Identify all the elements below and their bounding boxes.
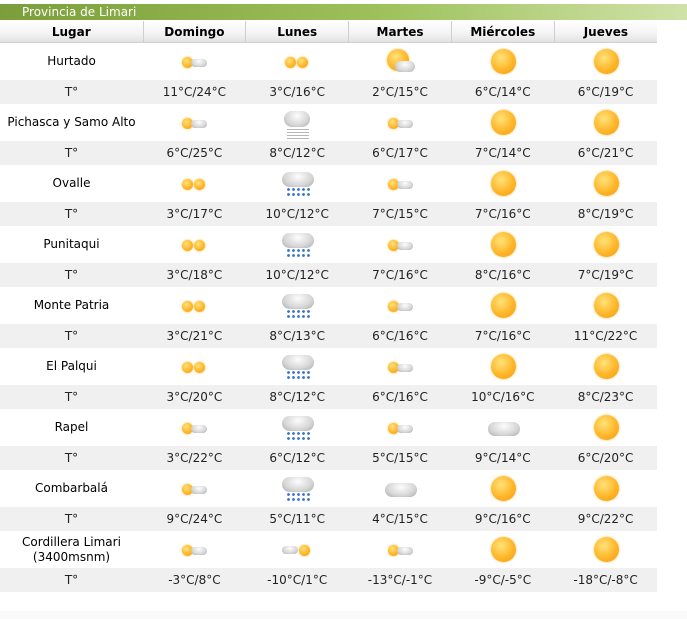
sun-cloud-icon <box>176 107 212 139</box>
forecast-icon-cell <box>349 531 452 568</box>
sun-icon <box>485 107 521 139</box>
temperature-label: T° <box>0 141 143 165</box>
sun-icon <box>485 229 521 261</box>
temperature-range: 8°C/12°C <box>246 385 349 409</box>
header-miercoles: Miércoles <box>451 21 554 43</box>
sun-icon <box>588 229 624 261</box>
forecast-icon-cell <box>349 43 452 81</box>
temperature-label: T° <box>0 263 143 287</box>
temperature-label: T° <box>0 80 143 104</box>
sun-cloud-icon <box>382 229 418 261</box>
sun-icon <box>588 412 624 444</box>
sun-cloud-icon <box>176 534 212 566</box>
forecast-icon-cell <box>554 165 657 202</box>
forecast-icon-cell <box>246 226 349 263</box>
location-name <box>0 531 143 568</box>
forecast-icon-cell <box>349 409 452 446</box>
temperature-range: 7°C/19°C <box>554 263 657 287</box>
location-row <box>0 226 657 263</box>
temperature-range: 2°C/15°C <box>349 80 452 104</box>
sun-cloud-icon <box>176 46 212 78</box>
forecast-icon-cell <box>451 287 554 324</box>
header-lugar: Lugar <box>0 21 143 43</box>
sun-sun-icon <box>176 229 212 261</box>
sun-icon <box>485 290 521 322</box>
forecast-icon-cell <box>246 348 349 385</box>
forecast-icon-cell <box>143 43 246 81</box>
sun-cloud-icon <box>382 412 418 444</box>
forecast-icon-cell <box>143 409 246 446</box>
temperature-range: 7°C/14°C <box>451 141 554 165</box>
temperature-range: -10°C/1°C <box>246 568 349 592</box>
temperature-range: 8°C/16°C <box>451 263 554 287</box>
forecast-icon-cell <box>451 43 554 81</box>
location-row <box>0 470 657 507</box>
cloud-icon <box>382 473 418 505</box>
temperature-row <box>0 80 657 104</box>
location-name <box>0 348 143 385</box>
temperature-row <box>0 263 657 287</box>
rain-cloud-icon <box>279 229 315 261</box>
location-name-line: Hurtado <box>47 54 96 68</box>
temperature-range: 7°C/16°C <box>349 263 452 287</box>
location-name-line: Cordillera Limari <box>22 534 121 549</box>
sun-icon <box>588 473 624 505</box>
temperature-range: 7°C/16°C <box>451 324 554 348</box>
header-row <box>0 21 657 43</box>
temperature-range: 5°C/11°C <box>246 507 349 531</box>
sun-cloud-icon <box>382 168 418 200</box>
forecast-icon-cell <box>143 348 246 385</box>
temperature-row <box>0 568 657 592</box>
rain-cloud-icon <box>279 290 315 322</box>
location-name <box>0 409 143 446</box>
forecast-icon-cell <box>451 226 554 263</box>
sun-cloud-icon <box>176 412 212 444</box>
forecast-icon-cell <box>554 470 657 507</box>
temperature-range: 9°C/16°C <box>451 507 554 531</box>
sun-cloud-large-icon <box>382 46 418 78</box>
bottom-edge <box>0 611 687 619</box>
location-name <box>0 226 143 263</box>
sun-icon <box>588 46 624 78</box>
temperature-range: 5°C/15°C <box>349 446 452 470</box>
forecast-icon-cell <box>554 531 657 568</box>
forecast-icon-cell <box>554 226 657 263</box>
location-row <box>0 43 657 81</box>
forecast-icon-cell <box>246 104 349 141</box>
sun-sun-icon <box>176 290 212 322</box>
sun-cloud-icon <box>176 473 212 505</box>
temperature-range: -13°C/-1°C <box>349 568 452 592</box>
forecast-icon-cell <box>451 348 554 385</box>
temperature-range: -18°C/-8°C <box>554 568 657 592</box>
temperature-range: 3°C/22°C <box>143 446 246 470</box>
rain-cloud-icon <box>279 473 315 505</box>
location-name-line: Ovalle <box>52 176 91 190</box>
fog-icon <box>279 107 315 139</box>
forecast-icon-cell <box>554 287 657 324</box>
temperature-range: 6°C/20°C <box>554 446 657 470</box>
forecast-table <box>0 21 657 592</box>
temperature-range: 3°C/16°C <box>246 80 349 104</box>
location-name-line: Pichasca y Samo Alto <box>7 115 136 129</box>
province-banner <box>0 4 687 20</box>
temperature-label: T° <box>0 568 143 592</box>
forecast-icon-cell <box>554 348 657 385</box>
temperature-range: 4°C/15°C <box>349 507 452 531</box>
temperature-range: 8°C/13°C <box>246 324 349 348</box>
forecast-icon-cell <box>246 165 349 202</box>
temperature-row <box>0 507 657 531</box>
temperature-range: 3°C/21°C <box>143 324 246 348</box>
sun-cloud-icon <box>382 534 418 566</box>
temperature-label: T° <box>0 446 143 470</box>
forecast-icon-cell <box>349 348 452 385</box>
temperature-range: 6°C/12°C <box>246 446 349 470</box>
location-name <box>0 287 143 324</box>
temperature-label: T° <box>0 202 143 226</box>
sun-icon <box>485 46 521 78</box>
forecast-icon-cell <box>451 409 554 446</box>
location-row <box>0 409 657 446</box>
temperature-range: 3°C/18°C <box>143 263 246 287</box>
temperature-range: 10°C/12°C <box>246 263 349 287</box>
temperature-row <box>0 385 657 409</box>
forecast-icon-cell <box>246 287 349 324</box>
temperature-range: 9°C/14°C <box>451 446 554 470</box>
temperature-range: 8°C/12°C <box>246 141 349 165</box>
rain-cloud-icon <box>279 168 315 200</box>
sun-icon <box>485 534 521 566</box>
forecast-icon-cell <box>554 104 657 141</box>
forecast-icon-cell <box>246 43 349 81</box>
rain-cloud-icon <box>279 412 315 444</box>
temperature-range: 3°C/17°C <box>143 202 246 226</box>
forecast-icon-cell <box>246 531 349 568</box>
temperature-range: 6°C/16°C <box>349 385 452 409</box>
forecast-icon-cell <box>143 287 246 324</box>
forecast-icon-cell <box>143 531 246 568</box>
sun-icon <box>485 168 521 200</box>
forecast-icon-cell <box>349 104 452 141</box>
cloud-sun-icon <box>279 534 315 566</box>
location-name-line: Rapel <box>54 420 89 434</box>
sun-icon <box>588 168 624 200</box>
forecast-icon-cell <box>143 165 246 202</box>
header-jueves: Jueves <box>554 21 657 43</box>
sun-cloud-icon <box>382 351 418 383</box>
forecast-icon-cell <box>143 104 246 141</box>
temperature-range: 6°C/25°C <box>143 141 246 165</box>
forecast-icon-cell <box>246 470 349 507</box>
forecast-icon-cell <box>143 226 246 263</box>
temperature-row <box>0 202 657 226</box>
sun-icon <box>588 534 624 566</box>
sun-sun-icon <box>176 168 212 200</box>
province-title: Provincia de Limari <box>22 5 137 19</box>
temperature-range: -3°C/8°C <box>143 568 246 592</box>
temperature-range: 9°C/24°C <box>143 507 246 531</box>
temperature-range: 6°C/19°C <box>554 80 657 104</box>
rain-cloud-icon <box>279 351 315 383</box>
location-row <box>0 348 657 385</box>
temperature-range: 6°C/17°C <box>349 141 452 165</box>
temperature-range: 7°C/16°C <box>451 202 554 226</box>
temperature-row <box>0 141 657 165</box>
location-name-line: Punitaqui <box>43 237 100 251</box>
temperature-range: 11°C/22°C <box>554 324 657 348</box>
header-domingo: Domingo <box>143 21 246 43</box>
forecast-icon-cell <box>349 226 452 263</box>
location-name-line: (3400msnm) <box>32 549 111 564</box>
forecast-icon-cell <box>451 165 554 202</box>
temperature-label: T° <box>0 324 143 348</box>
location-row <box>0 531 657 568</box>
location-row <box>0 104 657 141</box>
location-name <box>0 165 143 202</box>
header-lunes: Lunes <box>246 21 349 43</box>
temperature-range: 6°C/14°C <box>451 80 554 104</box>
temperature-range: 9°C/22°C <box>554 507 657 531</box>
location-name <box>0 43 143 81</box>
temperature-range: 8°C/19°C <box>554 202 657 226</box>
temperature-range: 3°C/20°C <box>143 385 246 409</box>
header-martes: Martes <box>349 21 452 43</box>
forecast-icon-cell <box>349 287 452 324</box>
location-name-line: Combarbalá <box>35 481 108 495</box>
location-name-line: Monte Patria <box>33 298 110 312</box>
sun-icon <box>588 107 624 139</box>
sun-icon <box>485 351 521 383</box>
sun-cloud-icon <box>382 290 418 322</box>
temperature-range: 8°C/23°C <box>554 385 657 409</box>
location-name <box>0 470 143 507</box>
location-row <box>0 287 657 324</box>
temperature-range: 6°C/16°C <box>349 324 452 348</box>
sun-icon <box>588 290 624 322</box>
sun-sun-icon <box>176 351 212 383</box>
location-name-line: El Palqui <box>46 359 97 373</box>
forecast-icon-cell <box>451 531 554 568</box>
forecast-icon-cell <box>246 409 349 446</box>
temperature-range: 7°C/15°C <box>349 202 452 226</box>
forecast-icon-cell <box>554 43 657 81</box>
cloud-icon <box>485 412 521 444</box>
location-name <box>0 104 143 141</box>
forecast-icon-cell <box>143 470 246 507</box>
temperature-range: -9°C/-5°C <box>451 568 554 592</box>
temperature-row <box>0 446 657 470</box>
temperature-range: 10°C/16°C <box>451 385 554 409</box>
temperature-range: 10°C/12°C <box>246 202 349 226</box>
sun-icon <box>588 351 624 383</box>
forecast-icon-cell <box>349 165 452 202</box>
temperature-row <box>0 324 657 348</box>
sun-icon <box>485 473 521 505</box>
forecast-icon-cell <box>554 409 657 446</box>
location-row <box>0 165 657 202</box>
temperature-range: 11°C/24°C <box>143 80 246 104</box>
forecast-icon-cell <box>451 104 554 141</box>
sun-cloud-icon <box>382 107 418 139</box>
forecast-icon-cell <box>349 470 452 507</box>
sun-sun-icon <box>279 46 315 78</box>
temperature-label: T° <box>0 385 143 409</box>
temperature-range: 6°C/21°C <box>554 141 657 165</box>
temperature-label: T° <box>0 507 143 531</box>
forecast-icon-cell <box>451 470 554 507</box>
